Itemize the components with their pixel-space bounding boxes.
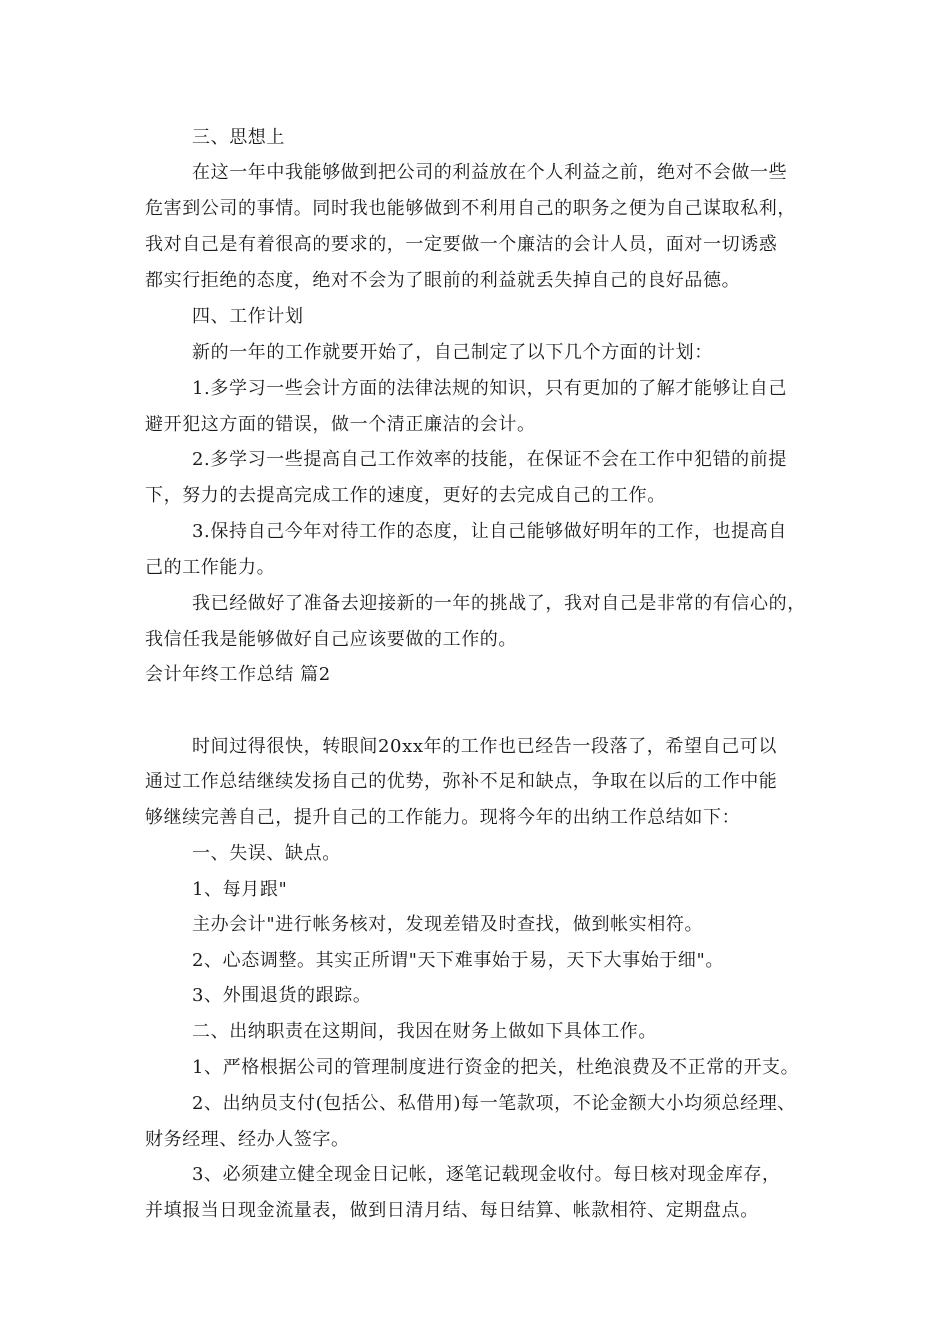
- list-item-line: 并填报当日现金流量表，做到日清月结、每日结算、帐款相符、定期盘点。: [145, 1200, 759, 1221]
- list-item-line: 3、必须建立健全现金日记帐，逐笔记载现金收付。每日核对现金库存，: [192, 1164, 781, 1185]
- section-heading-plan: 四、工作计划: [192, 306, 304, 327]
- section-title: 会计年终工作总结 篇2: [145, 664, 331, 685]
- paragraph-line: 通过工作总结继续发扬自己的优势，弥补不足和缺点，争取在以后的工作中能: [145, 771, 778, 792]
- paragraph-line: 我信任我是能够做好自己应该要做的工作的。: [145, 629, 517, 650]
- list-item-line: 1、每月跟": [192, 879, 288, 900]
- paragraph-line: 在这一年中我能够做到把公司的利益放在个人利益之前，绝对不会做一些: [192, 162, 788, 183]
- list-item-line: 主办会计"进行帐务核对，发现差错及时查找，做到帐实相符。: [192, 914, 704, 935]
- paragraph-line: 我对自己是有着很高的要求的，一定要做一个廉洁的会计人员，面对一切诱惑: [145, 234, 778, 255]
- paragraph-line: 都实行拒绝的态度，绝对不会为了眼前的利益就丢失掉自己的良好品德。: [145, 270, 741, 291]
- list-item-line: 己的工作能力。: [145, 557, 276, 578]
- section-heading-thought: 三、思想上: [192, 127, 285, 148]
- list-item-line: 避开犯这方面的错误，做一个清正廉洁的会计。: [145, 414, 536, 435]
- paragraph-line: 新的一年的工作就要开始了，自己制定了以下几个方面的计划：: [192, 342, 713, 363]
- list-item-line: 2、出纳员支付(包括公、私借用)每一笔款项，不论金额大小均须总经理、: [192, 1093, 796, 1114]
- list-item-line: 2.多学习一些提高自己工作效率的技能，在保证不会在工作中犯错的前提: [192, 449, 787, 470]
- list-item-line: 财务经理、经办人签字。: [145, 1129, 350, 1150]
- list-item-line: 3.保持自己今年对待工作的态度，让自己能够做好明年的工作，也提高自: [192, 521, 787, 542]
- list-item-line: 2、心态调整。其实正所谓"天下难事始于易，天下大事始于细"。: [192, 950, 725, 971]
- list-item-line: 下，努力的去提高完成工作的速度，更好的去完成自己的工作。: [145, 485, 666, 506]
- paragraph-line: 时间过得很快，转眼间20xx年的工作也已经告一段落了，希望自己可以: [192, 736, 778, 757]
- paragraph-line: 够继续完善自己，提升自己的工作能力。现将今年的出纳工作总结如下：: [145, 807, 741, 828]
- section-heading-mistakes: 一、失误、缺点。: [192, 843, 341, 864]
- list-item-line: 1、严格根据公司的管理制度进行资金的把关，杜绝浪费及不正常的开支。: [192, 1057, 800, 1078]
- list-item-line: 1.多学习一些会计方面的法律法规的知识，只有更加的了解才能够让自己: [192, 378, 787, 399]
- list-item-line: 3、外围退货的跟踪。: [192, 985, 372, 1006]
- paragraph-line: 危害到公司的事情。同时我也能够做到不利用自己的职务之便为自己谋取私利，: [145, 198, 796, 219]
- section-heading-duties: 二、出纳职责在这期间，我因在财务上做如下具体工作。: [192, 1021, 657, 1042]
- paragraph-line: 我已经做好了准备去迎接新的一年的挑战了，我对自己是非常的有信心的，: [192, 593, 806, 614]
